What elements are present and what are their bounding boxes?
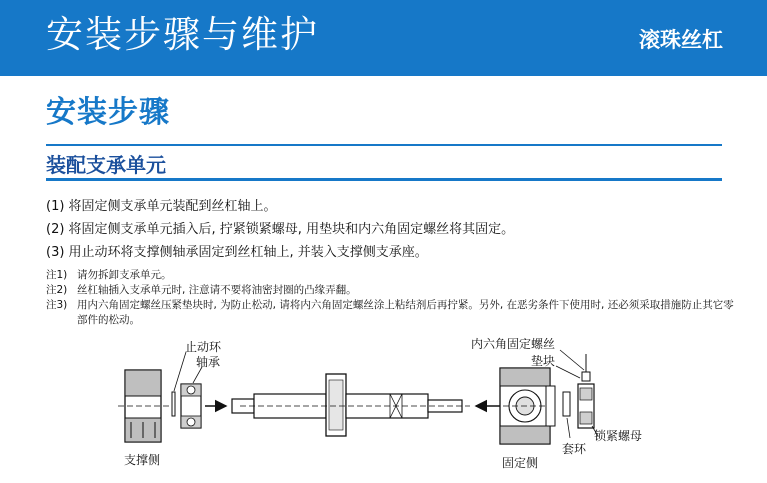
bearing xyxy=(181,384,201,428)
step-item: (3) 用止动环将支撑侧轴承固定到丝杠轴上, 并装入支撑侧支承座。 xyxy=(46,245,428,260)
label-spacer: 垫块 xyxy=(531,354,556,368)
note-id: 注1) xyxy=(46,269,68,281)
note-text: 用内六角固定螺丝压紧垫块时, 为防止松动, 请将内六角固定螺丝涂上粘结剂后再拧紧。另外, 在恶劣条件下使用时, 还必须采取措施防止其它零部件的松动。 xyxy=(77,299,734,326)
section-title: 安装步骤 xyxy=(46,95,170,130)
steps-list xyxy=(46,195,736,264)
note-id: 注2) xyxy=(46,284,68,296)
product-name: 滚珠丝杠 xyxy=(639,28,723,52)
notes-list xyxy=(46,268,736,328)
fixed-side-housing xyxy=(494,368,556,444)
label-collar: 套环 xyxy=(562,442,587,456)
assembly-diagram xyxy=(0,330,767,483)
retaining-ring xyxy=(172,392,175,416)
step-item: (2) 将固定侧支承单元插入后, 拧紧锁紧螺母, 用垫块和内六角固定螺丝将其固定。 xyxy=(46,222,515,237)
label-support-side: 支撑侧 xyxy=(124,453,161,467)
header-banner xyxy=(0,0,767,76)
spacer xyxy=(582,372,590,381)
label-fixed-side: 固定侧 xyxy=(502,456,539,470)
ball-screw-shaft xyxy=(232,374,470,436)
note-id: 注3) xyxy=(46,299,68,311)
label-retaining-ring: 止动环 xyxy=(185,340,222,354)
subsection-divider xyxy=(46,178,722,181)
collar xyxy=(563,392,570,416)
note-item xyxy=(46,283,736,298)
label-lock-nut: 锁紧螺母 xyxy=(594,429,643,443)
note-text: 丝杠轴插入支承单元时, 注意请不要将油密封圈的凸缘弄翻。 xyxy=(77,284,357,296)
note-item xyxy=(46,268,736,283)
section-divider xyxy=(46,144,722,146)
support-side-housing xyxy=(118,370,170,442)
note-item xyxy=(46,298,736,328)
lock-nut xyxy=(578,384,594,428)
subsection-title: 装配支承单元 xyxy=(46,153,166,177)
label-hex-screw: 内六角固定螺丝 xyxy=(471,337,556,351)
label-bearing: 轴承 xyxy=(196,355,221,369)
step-item: (1) 将固定侧支承单元装配到丝杠轴上。 xyxy=(46,199,277,214)
page-title: 安装步骤与维护 xyxy=(46,13,319,56)
note-text: 请勿拆卸支承单元。 xyxy=(77,269,172,281)
